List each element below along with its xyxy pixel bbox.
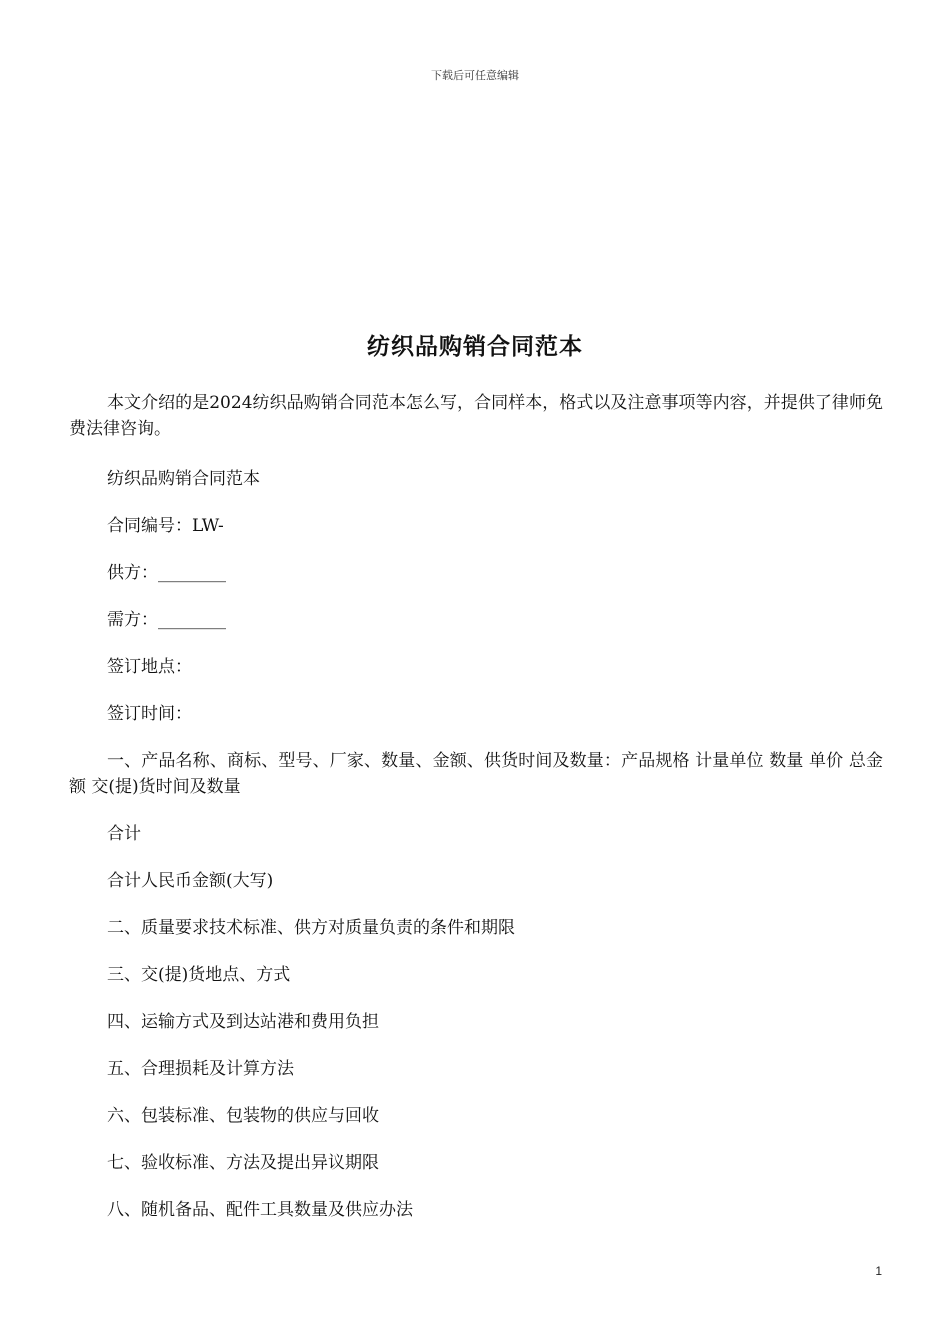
document-title: 纺织品购销合同范本 xyxy=(367,333,583,360)
signing-place: 签订地点： xyxy=(107,657,192,677)
document-body xyxy=(69,390,883,1244)
intro-paragraph: 本文介绍的是2024纺织品购销合同范本怎么写，合同样本，格式以及注意事项等内容，并提供了律师免费法律咨询。 xyxy=(69,393,883,439)
contract-heading: 纺织品购销合同范本 xyxy=(107,469,260,489)
clause-3: 三、交(提)货地点、方式 xyxy=(107,965,291,985)
contract-number: 合同编号：LW- xyxy=(107,516,224,536)
header-note: 下载后可任意编辑 xyxy=(431,69,519,82)
clause-7: 七、验收标准、方法及提出异议期限 xyxy=(107,1153,379,1173)
clause-4: 四、运输方式及到达站港和费用负担 xyxy=(107,1012,379,1032)
clause-1: 一、产品名称、商标、型号、厂家、数量、金额、供货时间及数量：产品规格 计量单位 数量 单价 总金额 交(提)货时间及数量 xyxy=(69,751,883,797)
total-line: 合计 xyxy=(107,824,141,844)
clause-8: 八、随机备品、配件工具数量及供应办法 xyxy=(107,1200,413,1220)
buyer-line: 需方：________ xyxy=(107,610,226,630)
supplier-line: 供方：________ xyxy=(107,563,226,583)
total-amount-line: 合计人民币金额(大写) xyxy=(107,871,274,891)
signing-time: 签订时间： xyxy=(107,704,192,724)
page-number: 1 xyxy=(875,1264,882,1278)
clause-6: 六、包装标准、包装物的供应与回收 xyxy=(107,1106,379,1126)
clause-5: 五、合理损耗及计算方法 xyxy=(107,1059,294,1079)
clause-2: 二、质量要求技术标准、供方对质量负责的条件和期限 xyxy=(107,918,515,938)
